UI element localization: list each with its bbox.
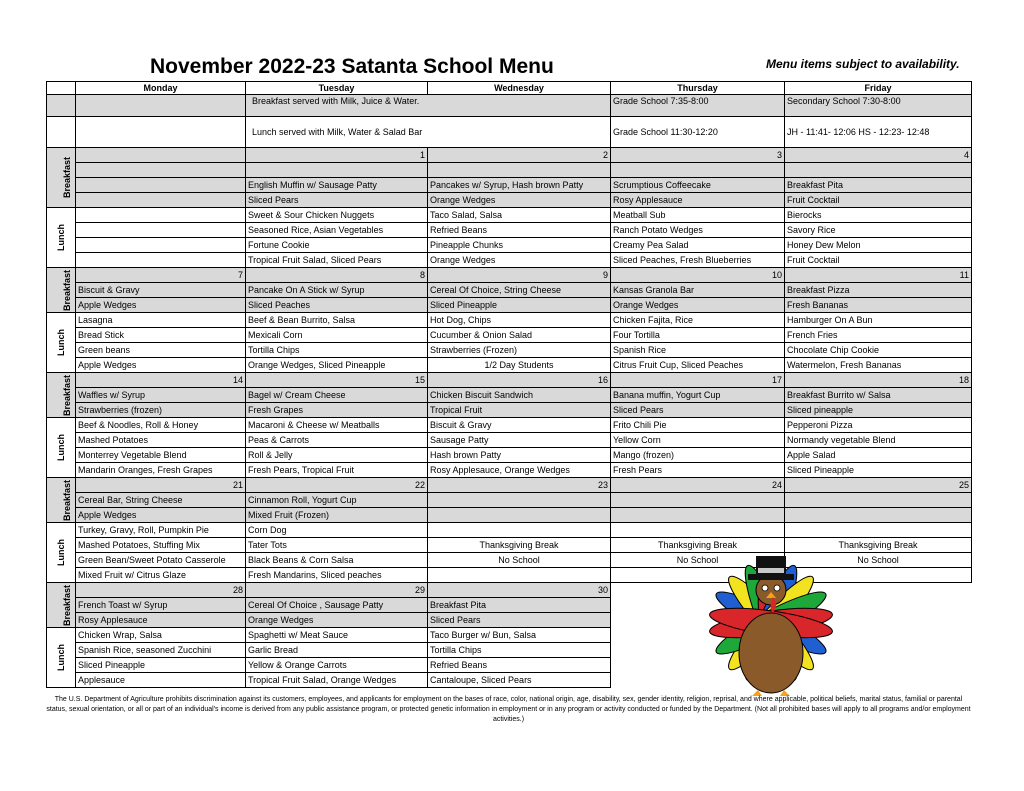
menu-item: Tropical Fruit Salad, Sliced Pears: [246, 253, 428, 268]
menu-item: Beef & Noodles, Roll & Honey: [76, 418, 246, 433]
menu-item: Sliced Pineapple: [785, 463, 972, 478]
turkey-icon: [686, 538, 856, 698]
menu-item: Thanksgiving Break: [428, 538, 611, 553]
meal-label-text: Lunch: [55, 434, 66, 461]
menu-item: Frito Chili Pie: [611, 418, 785, 433]
week-date-row: [47, 478, 972, 493]
meal-label: [47, 313, 76, 373]
menu-item: [428, 568, 611, 583]
menu-item: Bagel w/ Cream Cheese: [246, 388, 428, 403]
menu-item: Scrumptious Coffeecake: [611, 178, 785, 193]
menu-item: Hamburger On A Bun: [785, 313, 972, 328]
menu-item: [76, 178, 246, 193]
week-date-row: [47, 268, 972, 283]
menu-item: [785, 493, 972, 508]
menu-item: Sliced Peaches, Fresh Blueberries: [611, 253, 785, 268]
grade-school-lunch-time: Grade School 11:30-12:20: [611, 117, 785, 148]
menu-item: [76, 238, 246, 253]
menu-item: Cereal Of Choice, String Cheese: [428, 283, 611, 298]
menu-item: Beef & Bean Burrito, Salsa: [246, 313, 428, 328]
menu-item: Sliced Pears: [611, 403, 785, 418]
menu-item: Yellow & Orange Carrots: [246, 658, 428, 673]
breakfast-row: [47, 193, 972, 208]
date-number: 3: [611, 148, 785, 163]
date-number: 15: [246, 373, 428, 388]
menu-item: Refried Beans: [428, 223, 611, 238]
lunch-served-note: Lunch served with Milk, Water & Salad Bar: [246, 117, 611, 148]
menu-item: Normandy vegetable Blend: [785, 433, 972, 448]
menu-item: Mandarin Oranges, Fresh Grapes: [76, 463, 246, 478]
meal-label: [47, 208, 76, 268]
menu-item: No School: [785, 553, 972, 568]
date-number: 24: [611, 478, 785, 493]
menu-item: Monterrey Vegetable Blend: [76, 448, 246, 463]
breakfast-served-note: Breakfast served with Milk, Juice & Water.: [246, 95, 611, 117]
menu-item: Rosy Applesauce: [76, 613, 246, 628]
date-number: 23: [428, 478, 611, 493]
menu-item: Seasoned Rice, Asian Vegetables: [246, 223, 428, 238]
date-number: 2: [428, 148, 611, 163]
menu-item: [611, 163, 785, 178]
menu-item: Tortilla Chips: [428, 643, 611, 658]
lunch-row: [47, 328, 972, 343]
meal-label-text: Breakfast: [62, 156, 73, 199]
week-date-row: [47, 373, 972, 388]
menu-item: No School: [611, 553, 785, 568]
menu-item: Tater Tots: [246, 538, 428, 553]
menu-item: Corn Dog: [246, 523, 428, 538]
menu-item: Kansas Granola Bar: [611, 283, 785, 298]
menu-item: Meatball Sub: [611, 208, 785, 223]
meal-label-text: Breakfast: [62, 584, 73, 626]
menu-item: Fresh Pears: [611, 463, 785, 478]
menu-item: Lasagna: [76, 313, 246, 328]
menu-item: [76, 208, 246, 223]
menu-item: Fresh Grapes: [246, 403, 428, 418]
menu-item: [611, 523, 785, 538]
menu-item: Sliced pineapple: [785, 403, 972, 418]
menu-item: Bierocks: [785, 208, 972, 223]
date-number: 18: [785, 373, 972, 388]
menu-item: Mexicali Corn: [246, 328, 428, 343]
date-number: 1: [246, 148, 428, 163]
menu-item: Rosy Applesauce, Orange Wedges: [428, 463, 611, 478]
menu-item: Green Bean/Sweet Potato Casserole: [76, 553, 246, 568]
menu-item: [428, 493, 611, 508]
menu-item: Sliced Pineapple: [428, 298, 611, 313]
menu-item: [428, 163, 611, 178]
lunch-info-row: [47, 117, 972, 148]
day-header: Monday: [76, 82, 246, 95]
meal-label-text: Lunch: [55, 224, 66, 251]
menu-item: English Muffin w/ Sausage Patty: [246, 178, 428, 193]
menu-item: [785, 508, 972, 523]
menu-item: Cereal Of Choice , Sausage Patty: [246, 598, 428, 613]
menu-item: Watermelon, Fresh Bananas: [785, 358, 972, 373]
menu-item: Apple Salad: [785, 448, 972, 463]
menu-item: [76, 163, 246, 178]
menu-item: [76, 193, 246, 208]
lunch-row: [47, 448, 972, 463]
menu-item: Honey Dew Melon: [785, 238, 972, 253]
menu-item: Savory Rice: [785, 223, 972, 238]
lunch-row: [47, 238, 972, 253]
menu-item: No School: [428, 553, 611, 568]
menu-item: Mixed Fruit w/ Citrus Glaze: [76, 568, 246, 583]
menu-item: Sweet & Sour Chicken Nuggets: [246, 208, 428, 223]
menu-item: [428, 523, 611, 538]
menu-item: Strawberries (Frozen): [428, 343, 611, 358]
breakfast-info-row: [47, 95, 972, 117]
menu-item: 1/2 Day Students: [428, 358, 611, 373]
menu-item: Yellow Corn: [611, 433, 785, 448]
menu-item: [76, 223, 246, 238]
turkey-body: [739, 613, 803, 693]
date-number: 8: [246, 268, 428, 283]
date-number: 9: [428, 268, 611, 283]
menu-item: Cantaloupe, Sliced Pears: [428, 673, 611, 688]
menu-item: Orange Wedges: [611, 298, 785, 313]
menu-item: Thanksgiving Break: [611, 538, 785, 553]
availability-note: Menu items subject to availability.: [766, 57, 960, 71]
meal-label: [47, 268, 76, 313]
menu-item: Orange Wedges, Sliced Pineapple: [246, 358, 428, 373]
date-number: 16: [428, 373, 611, 388]
menu-item: Citrus Fruit Cup, Sliced Peaches: [611, 358, 785, 373]
lunch-row: [47, 433, 972, 448]
meal-label-text: Breakfast: [62, 269, 73, 311]
usda-disclaimer: The U.S. Department of Agriculture prohibits discrimination against its customers, employees, and applicants for employment on the bases of race, color, national origin, age, disability, sex, gender identity, religion, reprisal, and where applicable, political beliefs, marital status, familial or parental status, sexual orientation, or all or part of an individual's income is derived from any public assistance program, or protected genetic information in employment or in any program or activity conducted or funded by the Department. (Not all prohibited bases will apply to all programs and/or employment activities.): [46, 696, 971, 723]
menu-item: Cereal Bar, String Cheese: [76, 493, 246, 508]
lunch-row: [47, 358, 972, 373]
breakfast-row: [47, 178, 972, 193]
menu-item: Taco Burger w/ Bun, Salsa: [428, 628, 611, 643]
menu-item: Biscuit & Gravy: [428, 418, 611, 433]
menu-item: Rosy Applesauce: [611, 193, 785, 208]
menu-item: Sliced Pineapple: [76, 658, 246, 673]
meal-label: [47, 418, 76, 478]
menu-item: Orange Wedges: [428, 253, 611, 268]
menu-item: [611, 493, 785, 508]
page-title: November 2022-23 Satanta School Menu: [150, 55, 554, 78]
date-number: 21: [76, 478, 246, 493]
menu-item: Bread Stick: [76, 328, 246, 343]
menu-item: Spaghetti w/ Meat Sauce: [246, 628, 428, 643]
menu-item: Four Tortilla: [611, 328, 785, 343]
menu-item: [785, 523, 972, 538]
date-number: 22: [246, 478, 428, 493]
menu-item: Pepperoni Pizza: [785, 418, 972, 433]
secondary-school-breakfast-time: Secondary School 7:30-8:00: [785, 95, 972, 117]
menu-item: Sliced Peaches: [246, 298, 428, 313]
corner-cell: [47, 82, 76, 95]
day-header: Friday: [785, 82, 972, 95]
menu-item: Apple Wedges: [76, 298, 246, 313]
menu-item: Macaroni & Cheese w/ Meatballs: [246, 418, 428, 433]
menu-item: Chicken Wrap, Salsa: [76, 628, 246, 643]
menu-item: Sliced Pears: [246, 193, 428, 208]
menu-item: Garlic Bread: [246, 643, 428, 658]
date-number: 11: [785, 268, 972, 283]
grade-school-breakfast-time: Grade School 7:35-8:00: [611, 95, 785, 117]
menu-item: Breakfast Burrito w/ Salsa: [785, 388, 972, 403]
menu-item: Biscuit & Gravy: [76, 283, 246, 298]
menu-item: Sliced Pears: [428, 613, 611, 628]
meal-label: [47, 148, 76, 208]
menu-item: Apple Wedges: [76, 358, 246, 373]
menu-item: [428, 508, 611, 523]
lunch-row: [47, 523, 972, 538]
lunch-row: [47, 223, 972, 238]
breakfast-row: [47, 493, 972, 508]
date-number: 10: [611, 268, 785, 283]
menu-item: Tropical Fruit Salad, Orange Wedges: [246, 673, 428, 688]
menu-item: [611, 508, 785, 523]
menu-item: Chicken Fajita, Rice: [611, 313, 785, 328]
date-number: 30: [428, 583, 611, 598]
breakfast-row: [47, 403, 972, 418]
menu-item: Spanish Rice: [611, 343, 785, 358]
menu-item: Hash brown Patty: [428, 448, 611, 463]
date-number: [76, 148, 246, 163]
menu-item: Breakfast Pizza: [785, 283, 972, 298]
menu-item: [785, 163, 972, 178]
breakfast-row: [47, 283, 972, 298]
menu-item: Sausage Patty: [428, 433, 611, 448]
menu-item: Fruit Cocktail: [785, 193, 972, 208]
meal-label: [47, 523, 76, 583]
date-number: 14: [76, 373, 246, 388]
menu-item: Tortilla Chips: [246, 343, 428, 358]
lunch-row: [47, 313, 972, 328]
menu-item: Mashed Potatoes: [76, 433, 246, 448]
lunch-row: [47, 418, 972, 433]
menu-item: Creamy Pea Salad: [611, 238, 785, 253]
day-header: Thursday: [611, 82, 785, 95]
meal-label: [47, 628, 76, 688]
date-number: 29: [246, 583, 428, 598]
date-number: 25: [785, 478, 972, 493]
menu-item: Cucumber & Onion Salad: [428, 328, 611, 343]
menu-item: Chicken Biscuit Sandwich: [428, 388, 611, 403]
menu-item: Pancakes w/ Syrup, Hash brown Patty: [428, 178, 611, 193]
menu-item: Breakfast Pita: [428, 598, 611, 613]
date-number: 7: [76, 268, 246, 283]
day-header: Tuesday: [246, 82, 428, 95]
menu-item: Spanish Rice, seasoned Zucchini: [76, 643, 246, 658]
meal-label-text: Breakfast: [62, 374, 73, 416]
week-date-row: [47, 148, 972, 163]
breakfast-row: [47, 508, 972, 523]
breakfast-row: [47, 163, 972, 178]
menu-item: Apple Wedges: [76, 508, 246, 523]
menu-item: Strawberries (frozen): [76, 403, 246, 418]
lunch-row: [47, 343, 972, 358]
menu-item: Chocolate Chip Cookie: [785, 343, 972, 358]
breakfast-row: [47, 298, 972, 313]
menu-item: Peas & Carrots: [246, 433, 428, 448]
menu-item: Fruit Cocktail: [785, 253, 972, 268]
menu-item: Hot Dog, Chips: [428, 313, 611, 328]
menu-item: Taco Salad, Salsa: [428, 208, 611, 223]
date-number: 28: [76, 583, 246, 598]
menu-item: Fresh Mandarins, Sliced peaches: [246, 568, 428, 583]
menu-item: Black Beans & Corn Salsa: [246, 553, 428, 568]
menu-item: Fresh Pears, Tropical Fruit: [246, 463, 428, 478]
breakfast-row: [47, 388, 972, 403]
menu-item: [246, 163, 428, 178]
menu-item: Refried Beans: [428, 658, 611, 673]
menu-item: Orange Wedges: [246, 613, 428, 628]
menu-item: Tropical Fruit: [428, 403, 611, 418]
meal-label-text: Lunch: [55, 329, 66, 356]
menu-item: Ranch Potato Wedges: [611, 223, 785, 238]
menu-item: Turkey, Gravy, Roll, Pumpkin Pie: [76, 523, 246, 538]
lunch-row: [47, 463, 972, 478]
menu-item: Fresh Bananas: [785, 298, 972, 313]
meal-label: [47, 478, 76, 523]
menu-item: Mashed Potatoes, Stuffing Mix: [76, 538, 246, 553]
day-header-row: [47, 82, 972, 95]
meal-label: [47, 373, 76, 418]
menu-item: Banana muffin, Yogurt Cup: [611, 388, 785, 403]
meal-label-text: Lunch: [55, 644, 66, 671]
date-number: 17: [611, 373, 785, 388]
menu-item: Waffles w/ Syrup: [76, 388, 246, 403]
day-header: Wednesday: [428, 82, 611, 95]
menu-item: French Toast w/ Syrup: [76, 598, 246, 613]
menu-item: Cinnamon Roll, Yogurt Cup: [246, 493, 428, 508]
meal-label-text: Breakfast: [62, 479, 73, 521]
menu-item: Mango (frozen): [611, 448, 785, 463]
menu-item: Pineapple Chunks: [428, 238, 611, 253]
menu-item: Thanksgiving Break: [785, 538, 972, 553]
menu-item: Green beans: [76, 343, 246, 358]
menu-item: Roll & Jelly: [246, 448, 428, 463]
lunch-row: [47, 208, 972, 223]
date-number: 4: [785, 148, 972, 163]
menu-item: Pancake On A Stick w/ Syrup: [246, 283, 428, 298]
lunch-row: [47, 253, 972, 268]
meal-label-text: Lunch: [55, 539, 66, 566]
menu-item: French Fries: [785, 328, 972, 343]
menu-item: Mixed Fruit (Frozen): [246, 508, 428, 523]
menu-item: Fortune Cookie: [246, 238, 428, 253]
menu-item: Applesauce: [76, 673, 246, 688]
menu-item: [76, 253, 246, 268]
menu-item: Breakfast Pita: [785, 178, 972, 193]
meal-label: [47, 583, 76, 628]
jh-hs-lunch-time: JH - 11:41- 12:06 HS - 12:23- 12:48: [785, 117, 972, 148]
menu-item: Orange Wedges: [428, 193, 611, 208]
